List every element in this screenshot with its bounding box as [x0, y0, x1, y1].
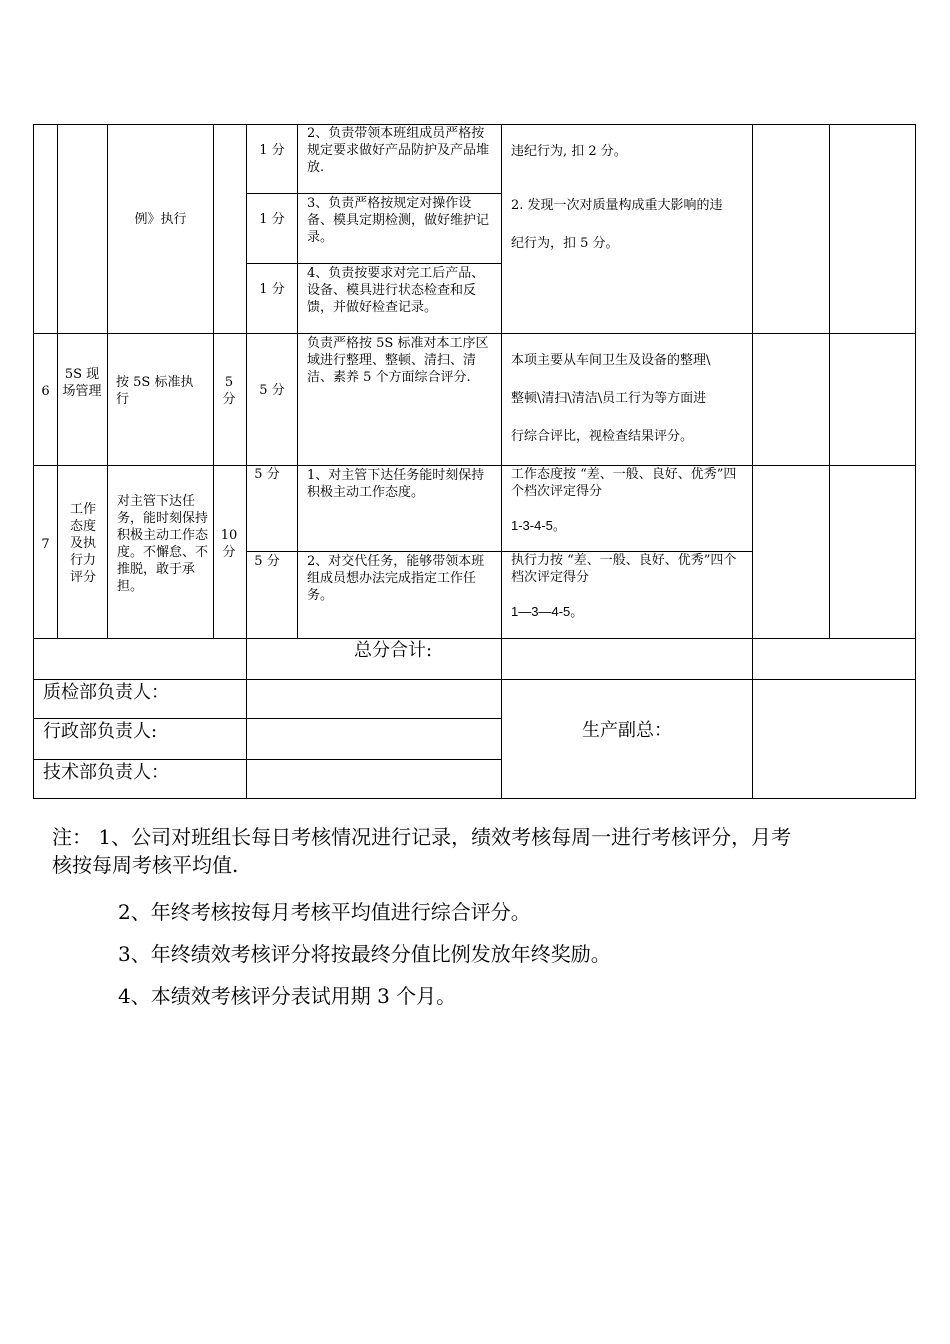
rule-text: 本项主要从车间卫生及设备的整理\	[511, 353, 711, 368]
content-cell: 4、负责按要求对完工后产品、设备、模具进行状态检查和反馈，并做好检查记录。	[307, 266, 485, 315]
total-score-label: 总分合计:	[353, 640, 433, 661]
standard-cell: 对主管下达任务，能时刻保持积极主动工作态度。不懈怠、不推脱，敢于承担。	[117, 494, 209, 594]
points-cell: 5 分	[254, 467, 280, 482]
table-border	[33, 124, 34, 799]
note-2: 2、年终考核按每月考核平均值进行综合评分。	[118, 900, 531, 924]
content-cell: 2、对交代任务，能够带领本班组成员想办法完成指定工作任务。	[307, 554, 485, 603]
total-points: 10 分	[220, 528, 238, 560]
content-cell: 2、负责带领本班组成员严格按规定要求做好产品防护及产品堆放.	[307, 126, 490, 175]
rule-text: 工作态度按 “差、一般、良好、优秀”四个档次评定得分	[511, 467, 737, 499]
table-divider	[33, 638, 916, 639]
vp-signature-label: 生产副总：	[582, 720, 672, 741]
points-cell: 1 分	[259, 212, 285, 227]
table-divider	[33, 333, 916, 334]
content-cell: 3、负责严格按规定对操作设备、模具定期检测，做好维护记录。	[307, 196, 490, 245]
points-cell: 1 分	[259, 282, 285, 297]
total-points: 5 分	[222, 375, 236, 407]
tech-signature-label: 技术部负责人：	[43, 762, 169, 783]
rule-text: 违纪行为, 扣 2 分。	[511, 144, 627, 159]
score-scale: 1-3-4-5。	[511, 518, 566, 533]
score-scale: 1—3—4-5。	[511, 604, 584, 619]
table-border	[33, 798, 916, 799]
table-divider	[829, 124, 830, 639]
item-name: 5S 现场管理	[62, 367, 102, 399]
points-cell: 5 分	[259, 383, 285, 398]
note-1-continued: 核按每周考核平均值.	[52, 853, 239, 877]
points-cell: 1 分	[259, 143, 285, 158]
table-divider	[33, 759, 502, 760]
note-1: 注： 1、公司对班组长每日考核情况进行记录，绩效考核每周一进行考核评分，月考	[52, 825, 792, 849]
content-cell: 1、对主管下达任务能时刻保持积极主动工作态度。	[307, 468, 485, 500]
table-divider	[33, 465, 916, 466]
rule-text: 2. 发现一次对质量构成重大影响的违	[511, 198, 723, 213]
table-divider	[297, 124, 298, 639]
note-4: 4、本绩效考核评分表试用期 3 个月。	[118, 984, 457, 1008]
rule-text: 行综合评比，视检查结果评分。	[511, 429, 694, 444]
table-divider	[246, 193, 502, 194]
note-3: 3、年终绩效考核评分将按最终分值比例发放年终奖励。	[118, 942, 611, 966]
table-border	[915, 124, 916, 799]
standard-cell: 按 5S 标准执行	[116, 375, 194, 407]
item-name: 工作态度及执行力评分	[69, 502, 96, 585]
table-divider	[501, 124, 502, 799]
rule-text: 整顿\清扫\清洁\员工行为等方面进	[511, 391, 707, 406]
table-divider	[107, 124, 108, 639]
qc-signature-label: 质检部负责人：	[43, 682, 169, 703]
table-divider	[33, 679, 916, 680]
row-number: 7	[41, 537, 50, 552]
row-number: 6	[41, 384, 50, 399]
table-divider	[213, 124, 214, 639]
points-cell: 5 分	[254, 554, 280, 569]
rule-text: 纪行为，扣 5 分。	[511, 236, 619, 251]
rule-text: 执行力按 “差、一般、良好、优秀”四个档次评定得分	[511, 553, 737, 585]
table-divider	[752, 124, 753, 799]
table-divider	[33, 718, 502, 719]
table-divider	[57, 124, 58, 639]
table-divider	[246, 263, 502, 264]
standard-cell: 例》执行	[134, 212, 187, 227]
admin-signature-label: 行政部负责人:	[43, 721, 158, 742]
content-cell: 负责严格按 5S 标准对本工序区域进行整理、整顿、清扫、清洁、素养 5 个方面综合评分.	[307, 336, 489, 385]
